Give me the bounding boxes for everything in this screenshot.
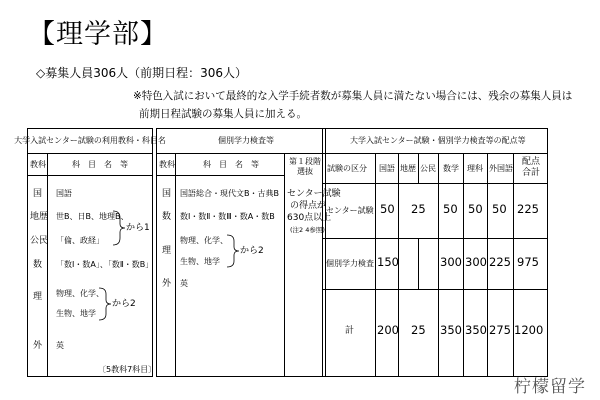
left-col-kyoka: 教科 bbox=[30, 160, 46, 169]
senbatsu-line-3: 630点以上 bbox=[287, 213, 332, 223]
header-gaikokugo: 外国語 bbox=[489, 164, 513, 173]
senbatsu-line-1: センター試験 bbox=[287, 189, 341, 199]
cell-total-kokugo: 200 bbox=[377, 323, 399, 337]
left-item-su: 「数Ⅰ・数A」、「数Ⅱ・数B」 bbox=[56, 260, 154, 269]
header-komin: 公民 bbox=[420, 164, 436, 173]
senbatsu-note: (注2 4参照) bbox=[290, 226, 325, 234]
left-col-kamoku: 科 目 名 等 bbox=[72, 160, 128, 169]
middle-col-kamoku: 科 目 名 等 bbox=[203, 160, 259, 169]
left-item-kokugo: 国語 bbox=[56, 189, 72, 198]
left-subject-su: 数 bbox=[33, 260, 43, 270]
recruitment-count: ◇募集人員306人（前期日程：306人） bbox=[36, 66, 248, 80]
cell-center-total: 225 bbox=[517, 202, 539, 216]
middle-subject-su: 数 bbox=[162, 212, 172, 222]
header-chireki: 地歴 bbox=[400, 164, 416, 173]
cell-individual-rika: 300 bbox=[465, 255, 487, 269]
cell-center-kokugo: 50 bbox=[380, 202, 395, 216]
cell-individual-sugaku: 300 bbox=[440, 255, 462, 269]
middle-item-gai: 英 bbox=[180, 279, 188, 288]
cell-center-sugaku: 50 bbox=[443, 202, 458, 216]
left-item-chireki: 世B、日B、地理B、 bbox=[56, 212, 129, 221]
left-subject-chireki: 地歴 bbox=[30, 212, 49, 222]
left-brace-1 bbox=[112, 210, 126, 246]
cell-individual-total: 975 bbox=[517, 255, 539, 269]
cell-total-gaikokugo: 275 bbox=[489, 323, 511, 337]
cell-individual-kokugo: 150 bbox=[377, 255, 399, 269]
header-sugaku: 数学 bbox=[443, 164, 459, 173]
cell-total-total: 1200 bbox=[514, 323, 544, 337]
middle-item-ri2: 生物、地学 bbox=[180, 257, 220, 266]
left-kara1: から1 bbox=[126, 223, 150, 233]
middle-col-senbatsu: 第１段階選抜 bbox=[289, 157, 321, 176]
left-item-gai: 英 bbox=[56, 341, 64, 350]
middle-item-ri1: 物理、化学、 bbox=[180, 236, 228, 245]
left-total-subjects: 〔5教科7科目〕 bbox=[98, 365, 157, 374]
left-kara2: から2 bbox=[112, 299, 136, 309]
cell-total-chireki-komin: 25 bbox=[411, 323, 426, 337]
cell-center-chireki-komin: 25 bbox=[411, 202, 426, 216]
row-individual-label: 個別学力検査 bbox=[326, 259, 374, 268]
left-section-title: 大学入試センター試験の利用教科・科目名 bbox=[14, 136, 166, 145]
left-item-ri2: 生物、地学 bbox=[56, 309, 96, 318]
cell-individual-gaikokugo: 225 bbox=[489, 255, 511, 269]
left-subject-ri: 理 bbox=[33, 292, 43, 302]
left-subject-kokugo: 国 bbox=[33, 189, 43, 199]
middle-col-kyoka: 教科 bbox=[159, 160, 175, 169]
cell-total-sugaku: 350 bbox=[440, 323, 462, 337]
middle-subject-ri: 理 bbox=[162, 246, 172, 256]
senbatsu-line-2: の得点が bbox=[290, 201, 327, 211]
left-brace-2 bbox=[98, 287, 112, 321]
note-line-1: ※特色入試において最終的な入学手続者数が募集人員に満たない場合には、残余の募集人員は bbox=[133, 90, 573, 102]
cell-total-rika: 350 bbox=[465, 323, 487, 337]
page-title: 【理学部】 bbox=[28, 19, 168, 50]
middle-subject-gai: 外 bbox=[162, 279, 172, 289]
left-subject-komin: 公民 bbox=[30, 236, 49, 246]
header-kokugo: 国語 bbox=[379, 164, 395, 173]
note-line-2: 前期日程試験の募集人員に加える。 bbox=[139, 108, 307, 120]
middle-item-kokugo: 国語総合・現代文B・古典B bbox=[180, 189, 279, 198]
right-section-title: 大学入試センター試験・個別学力検査等の配点等 bbox=[350, 136, 526, 145]
cell-center-rika: 50 bbox=[468, 202, 483, 216]
middle-section-title: 個別学力検査等 bbox=[218, 136, 274, 145]
header-kubun: 試験の区分 bbox=[327, 164, 367, 173]
middle-brace bbox=[226, 234, 240, 268]
middle-item-su: 数Ⅰ・数Ⅱ・数Ⅲ・数A・数B bbox=[180, 212, 275, 221]
cell-center-gaikokugo: 50 bbox=[492, 202, 507, 216]
middle-subject-kokugo: 国 bbox=[162, 189, 172, 199]
left-item-komin: 「倫、政経」 bbox=[56, 236, 104, 245]
middle-kara2: から2 bbox=[240, 246, 264, 256]
header-total: 配点合計 bbox=[521, 157, 540, 178]
row-center-label: センター試験 bbox=[326, 206, 374, 215]
left-item-ri1: 物理、化学、 bbox=[56, 289, 104, 298]
header-rika: 理科 bbox=[467, 164, 483, 173]
left-subject-gai: 外 bbox=[33, 341, 43, 351]
row-total-label: 計 bbox=[345, 326, 355, 336]
watermark: 柠檬留学 bbox=[514, 377, 586, 397]
